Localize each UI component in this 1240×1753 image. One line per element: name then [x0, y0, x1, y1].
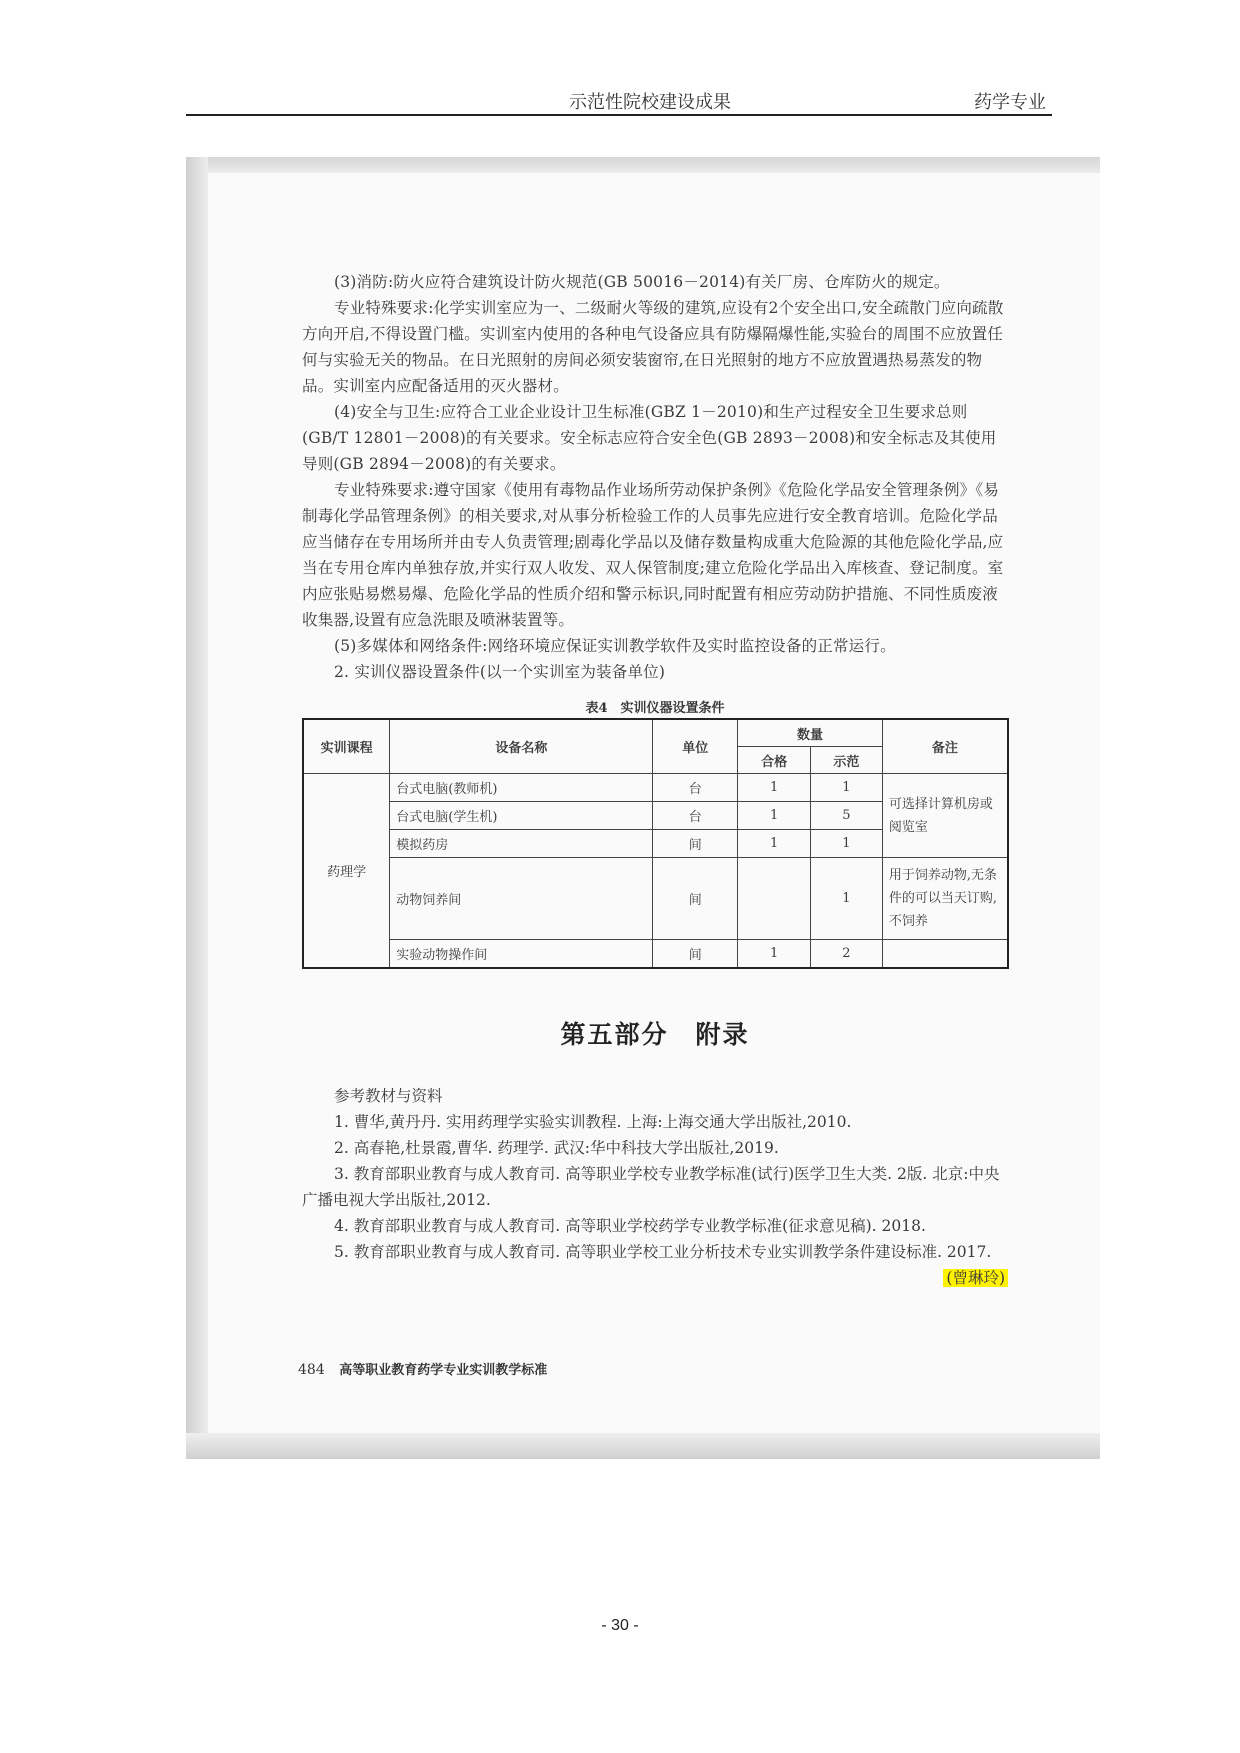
course-cell: 药理学 — [303, 774, 390, 968]
demo-cell: 1 — [810, 774, 882, 802]
header-section: 药学专业 — [974, 92, 1046, 113]
scan-shadow-bottom — [186, 1433, 1100, 1459]
th-quantity: 数量 — [738, 719, 883, 747]
table-row — [303, 858, 1008, 940]
paragraph-safety: (4)安全与卫生:应符合工业企业设计卫生标准(GBZ 1－2010)和生产过程安全卫生要求总则(GB/T 12801－2008)的有关要求。安全标志应符合安全色(GB 2893－2008)和安全标志及其使用导则(GB 2894－2008)的有关要求。 — [302, 403, 997, 473]
part-title: 第五部分 附录 — [560, 1020, 750, 1049]
body-text — [302, 269, 1008, 685]
demo-cell: 1 — [810, 858, 882, 940]
th-qualified: 合格 — [738, 747, 811, 774]
header-title: 示范性院校建设成果 — [569, 92, 731, 113]
equipment-cell: 台式电脑(学生机) — [390, 802, 653, 830]
table-caption: 表4 实训仪器设置条件 — [585, 701, 725, 716]
table-row — [303, 774, 1008, 802]
unit-cell: 间 — [653, 940, 738, 968]
qualified-cell: 1 — [738, 774, 811, 802]
reference-item: 2. 高春艳,杜景霞,曹华. 药理学. 武汉:华中科技大学出版社,2019. — [334, 1139, 779, 1157]
th-demo: 示范 — [810, 747, 882, 774]
unit-cell: 台 — [653, 802, 738, 830]
inner-page-number: 484 — [298, 1362, 325, 1378]
equipment-cell: 模拟药房 — [390, 830, 653, 858]
th-equipment: 设备名称 — [390, 719, 653, 774]
scan-shadow-left — [186, 157, 208, 1457]
author-name: (曾琳玲) — [943, 1269, 1008, 1287]
references — [302, 1083, 1008, 1291]
reference-item: 5. 教育部职业教育与成人教育司. 高等职业学校工业分析技术专业实训教学条件建设标准. 2017. — [334, 1243, 992, 1261]
equipment-cell: 动物饲养间 — [390, 858, 653, 940]
scan-shadow-top — [186, 157, 1100, 173]
qualified-cell — [738, 858, 811, 940]
notes-cell — [882, 940, 1008, 968]
equipment-cell: 实验动物操作间 — [390, 940, 653, 968]
demo-cell: 5 — [810, 802, 882, 830]
author-line — [302, 1265, 1008, 1291]
demo-cell: 1 — [810, 830, 882, 858]
demo-cell: 2 — [810, 940, 882, 968]
paragraph-fire: (3)消防:防火应符合建筑设计防火规范(GB 50016－2014)有关厂房、仓库防火的规定。 — [334, 273, 950, 291]
notes-cell: 可选择计算机房或阅览室 — [882, 774, 1008, 858]
paragraph-network: (5)多媒体和网络条件:网络环境应保证实训教学软件及实时监控设备的正常运行。 — [334, 637, 896, 655]
page-number: - 30 - — [601, 1617, 639, 1634]
reference-item: 1. 曹华,黄丹丹. 实用药理学实验实训教程. 上海:上海交通大学出版社,2010. — [334, 1113, 852, 1131]
notes-cell: 用于饲养动物,无条件的可以当天订购,不饲养 — [882, 858, 1008, 940]
unit-cell: 间 — [653, 858, 738, 940]
instrument-table — [302, 718, 1009, 969]
qualified-cell: 1 — [738, 830, 811, 858]
equipment-cell: 台式电脑(教师机) — [390, 774, 653, 802]
inner-page-footer — [298, 1359, 547, 1378]
th-notes: 备注 — [882, 719, 1008, 774]
header-rule — [186, 114, 1052, 116]
table-row — [303, 940, 1008, 968]
references-heading: 参考教材与资料 — [334, 1087, 443, 1105]
inner-book-title: 高等职业教育药学专业实训教学标准 — [339, 1363, 548, 1378]
th-course: 实训课程 — [303, 719, 390, 774]
th-unit: 单位 — [653, 719, 738, 774]
unit-cell: 台 — [653, 774, 738, 802]
paragraph-fire-special: 专业特殊要求:化学实训室应为一、二级耐火等级的建筑,应设有2个安全出口,安全疏散门应向疏散方向开启,不得设置门槛。实训室内使用的各种电气设备应具有防爆隔爆性能,实验台的周围不应放置任何与实验无关的物品。在日光照射的房间必须安装窗帘,在日光照射的地方不应放置遇热易蒸发的物品。实训室内应配备适用的灭火器材。 — [302, 299, 1004, 395]
qualified-cell: 1 — [738, 940, 811, 968]
qualified-cell: 1 — [738, 802, 811, 830]
reference-item: 4. 教育部职业教育与成人教育司. 高等职业学校药学专业教学标准(征求意见稿). 2018. — [334, 1217, 926, 1235]
unit-cell: 间 — [653, 830, 738, 858]
reference-item: 3. 教育部职业教育与成人教育司. 高等职业学校专业教学标准(试行)医学卫生大类. 2版. 北京:中央广播电视大学出版社,2012. — [302, 1165, 1000, 1209]
paragraph-safety-special: 专业特殊要求:遵守国家《使用有毒物品作业场所劳动保护条例》《危险化学品安全管理条例》《易制毒化学品管理条例》的相关要求,对从事分析检验工作的人员事先应进行安全教育培训。危险化学品应当储存在专用场所并由专人负责管理;剧毒化学品以及储存数量构成重大危险源的其他危险化学品,应当在专用仓库内单独存放,并实行双人收发、双人保管制度;建立危险化学品出入库核查、登记制度。室内应张贴易燃易爆、危险化学品的性质介绍和警示标识,同时配置有相应劳动防护措施、不同性质废液收集器,设置有应急洗眼及喷淋装置等。 — [302, 481, 1004, 629]
paragraph-instruments: 2. 实训仪器设置条件(以一个实训室为装备单位) — [334, 663, 666, 681]
